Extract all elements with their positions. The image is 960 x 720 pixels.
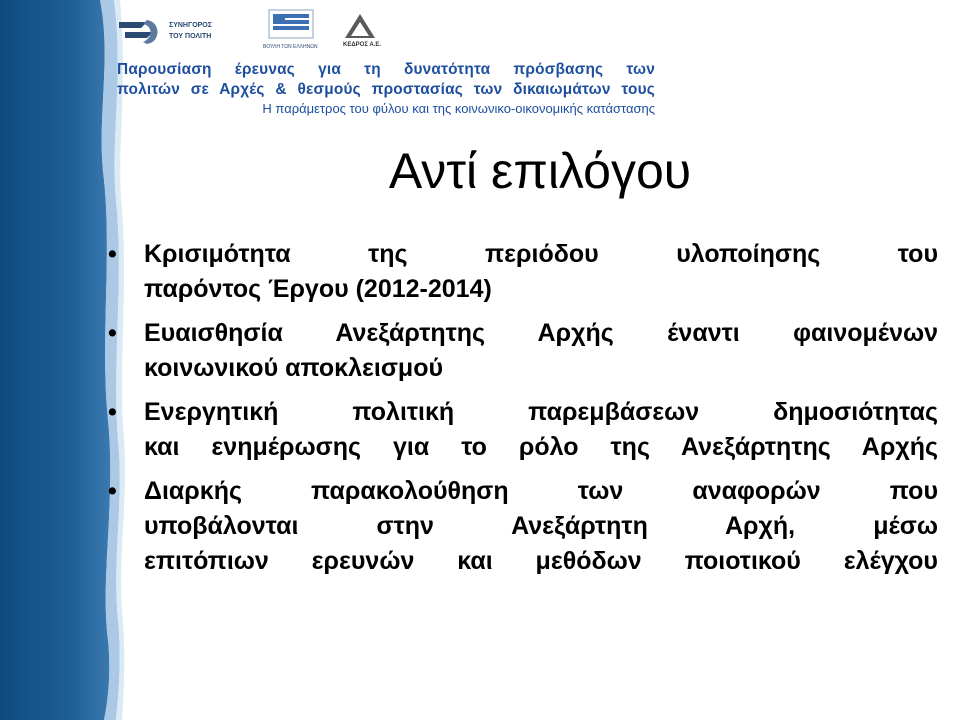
bullet-list [108, 237, 938, 588]
logo-bar [113, 6, 403, 52]
bullet-text-line: υποβάλονται στην Ανεξάρτητη Αρχή, μέσω [144, 512, 938, 540]
bullet-marker: • [108, 319, 117, 347]
ombudsman-logo [117, 16, 163, 48]
bullet-text-line: Ευαισθησία Ανεξάρτητης Αρχής έναντι φαινομένων [144, 319, 938, 347]
slide-title: Αντί επιλόγου [388, 143, 692, 199]
bullet-text-line: κοινωνικού αποκλεισμού [144, 354, 444, 382]
ombudsman-logo-line-1: ΣΥΝΗΓΟΡΟΣ [169, 22, 212, 29]
bullet-text-line: Ενεργητική πολιτική παρεμβάσεων δημοσιότητας [144, 398, 938, 426]
ombudsman-logo-line-2: ΤΟΥ ΠΟΛΙΤΗ [169, 33, 212, 40]
bullet-marker: • [108, 398, 117, 426]
header-line-1: Παρουσίαση έρευνας για τη δυνατότητα πρόσβασης των [117, 61, 655, 78]
bullet-item [108, 395, 938, 465]
presentation-header [117, 60, 655, 118]
bullet-text-line: και ενημέρωσης για το ρόλο της Ανεξάρτητης Αρχής [144, 433, 938, 461]
header-line-2: πολιτών σε Αρχές & θεσμούς προστασίας των δικαιωμάτων τους [117, 81, 655, 98]
bullet-text-line: Κρισιμότητα της περιόδου υλοποίησης του [144, 240, 938, 268]
parliament-logo-label: ΒΟΥΛΗ ΤΩΝ ΕΛΛΗΝΩΝ [263, 44, 318, 50]
bullet-item [108, 316, 938, 386]
parliament-logo [263, 8, 319, 42]
bullet-marker: • [108, 477, 117, 505]
kedros-logo-label: ΚΕΔΡΟΣ Α.Ε. [343, 42, 382, 48]
header-subtitle: Η παράμετρος του φύλου και της κοινωνικο-οικονομικής κατάστασης [262, 101, 655, 116]
bullet-text-line: επιτόπιων ερευνών και μεθόδων ποιοτικού ελέγχου [144, 547, 938, 575]
bullet-item [108, 474, 938, 579]
bullet-text-line: παρόντος Έργου (2012-2014) [144, 275, 492, 303]
kedros-logo [343, 12, 377, 40]
bullet-item [108, 237, 938, 307]
bullet-text-line: Διαρκής παρακολούθηση των αναφορών που [144, 477, 938, 505]
bullet-marker: • [108, 240, 117, 268]
